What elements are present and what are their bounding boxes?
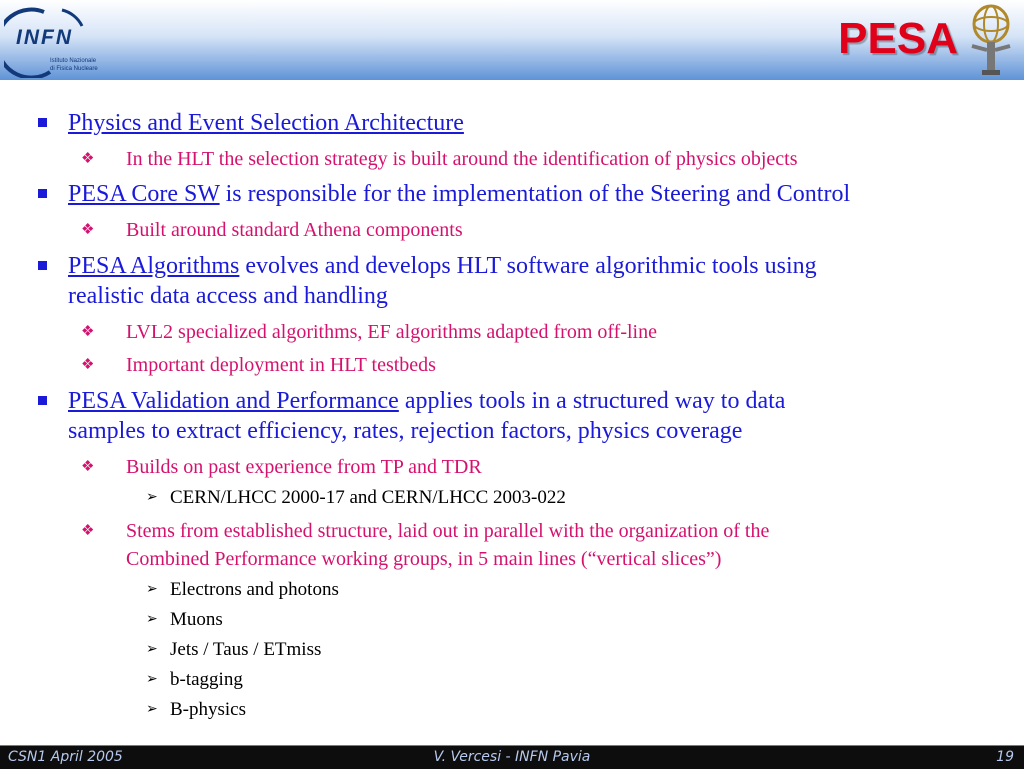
item-text: Built around standard Athena components <box>126 219 463 241</box>
diamond-bullet-icon: ❖ <box>81 324 95 340</box>
item-text-line2: samples to extract efficiency, rates, rejection factors, physics coverage <box>68 418 743 444</box>
diamond-bullet-icon: ❖ <box>81 523 95 539</box>
item-text: Stems from established structure, laid out in parallel with the organization of the <box>126 520 770 542</box>
item-text: LVL2 specialized algorithms, EF algorithms adapted from off-line <box>126 321 657 343</box>
item-text <box>68 108 464 138</box>
slide-title: PESA <box>838 14 958 63</box>
item-text: Muons <box>170 609 223 630</box>
diamond-bullet-icon: ❖ <box>81 222 95 238</box>
item-link[interactable]: PESA Core SW <box>68 181 220 207</box>
logo-name: INFN <box>16 26 73 49</box>
logo-subtitle-2: di Fisica Nucleare <box>50 66 98 72</box>
square-bullet-icon <box>38 118 47 127</box>
item-text: CERN/LHCC 2000-17 and CERN/LHCC 2003-022 <box>170 487 566 508</box>
item-text: PESA Validation and Performance applies tools in a structured way to data <box>68 388 786 414</box>
item-text: Builds on past experience from TP and TDR <box>126 456 482 478</box>
item-text: B-physics <box>170 699 246 720</box>
item-text: PESA Algorithms evolves and develops HLT software algorithmic tools using <box>68 253 817 279</box>
item-text: Electrons and photons <box>170 579 339 600</box>
item-text: b-tagging <box>170 669 243 690</box>
diamond-bullet-icon: ❖ <box>81 459 95 475</box>
arrow-bullet-icon: ➢ <box>146 642 158 657</box>
item-link[interactable]: Physics and Event Selection Architecture <box>68 110 464 136</box>
arrow-bullet-icon: ➢ <box>146 612 158 627</box>
item-text: PESA Core SW is responsible for the implementation of the Steering and Control <box>68 181 851 207</box>
footer-date: CSN1 April 2005 <box>8 749 123 765</box>
item-text: Important deployment in HLT testbeds <box>126 354 436 376</box>
square-bullet-icon <box>38 396 47 405</box>
arrow-bullet-icon: ➢ <box>146 582 158 597</box>
item-text: In the HLT the selection strategy is built around the identification of physics objects <box>126 148 798 170</box>
arrow-bullet-icon: ➢ <box>146 672 158 687</box>
item-text: Jets / Taus / ETmiss <box>170 639 322 660</box>
diamond-bullet-icon: ❖ <box>81 357 95 373</box>
page-number: 19 <box>996 749 1014 765</box>
logo-subtitle-1: Istituto Nazionale <box>50 58 97 64</box>
arrow-bullet-icon: ➢ <box>146 490 158 505</box>
square-bullet-icon <box>38 261 47 270</box>
footer-author: V. Vercesi - INFN Pavia <box>433 749 591 765</box>
diamond-bullet-icon: ❖ <box>81 151 95 167</box>
square-bullet-icon <box>38 189 47 198</box>
arrow-bullet-icon: ➢ <box>146 702 158 717</box>
item-text-line2: Combined Performance working groups, in 5 main lines (“vertical slices”) <box>126 548 722 570</box>
slide-footer <box>0 745 1024 769</box>
item-link[interactable]: PESA Algorithms <box>68 253 240 279</box>
item-text-line2: realistic data access and handling <box>68 283 388 309</box>
item-link[interactable]: PESA Validation and Performance <box>68 388 399 414</box>
